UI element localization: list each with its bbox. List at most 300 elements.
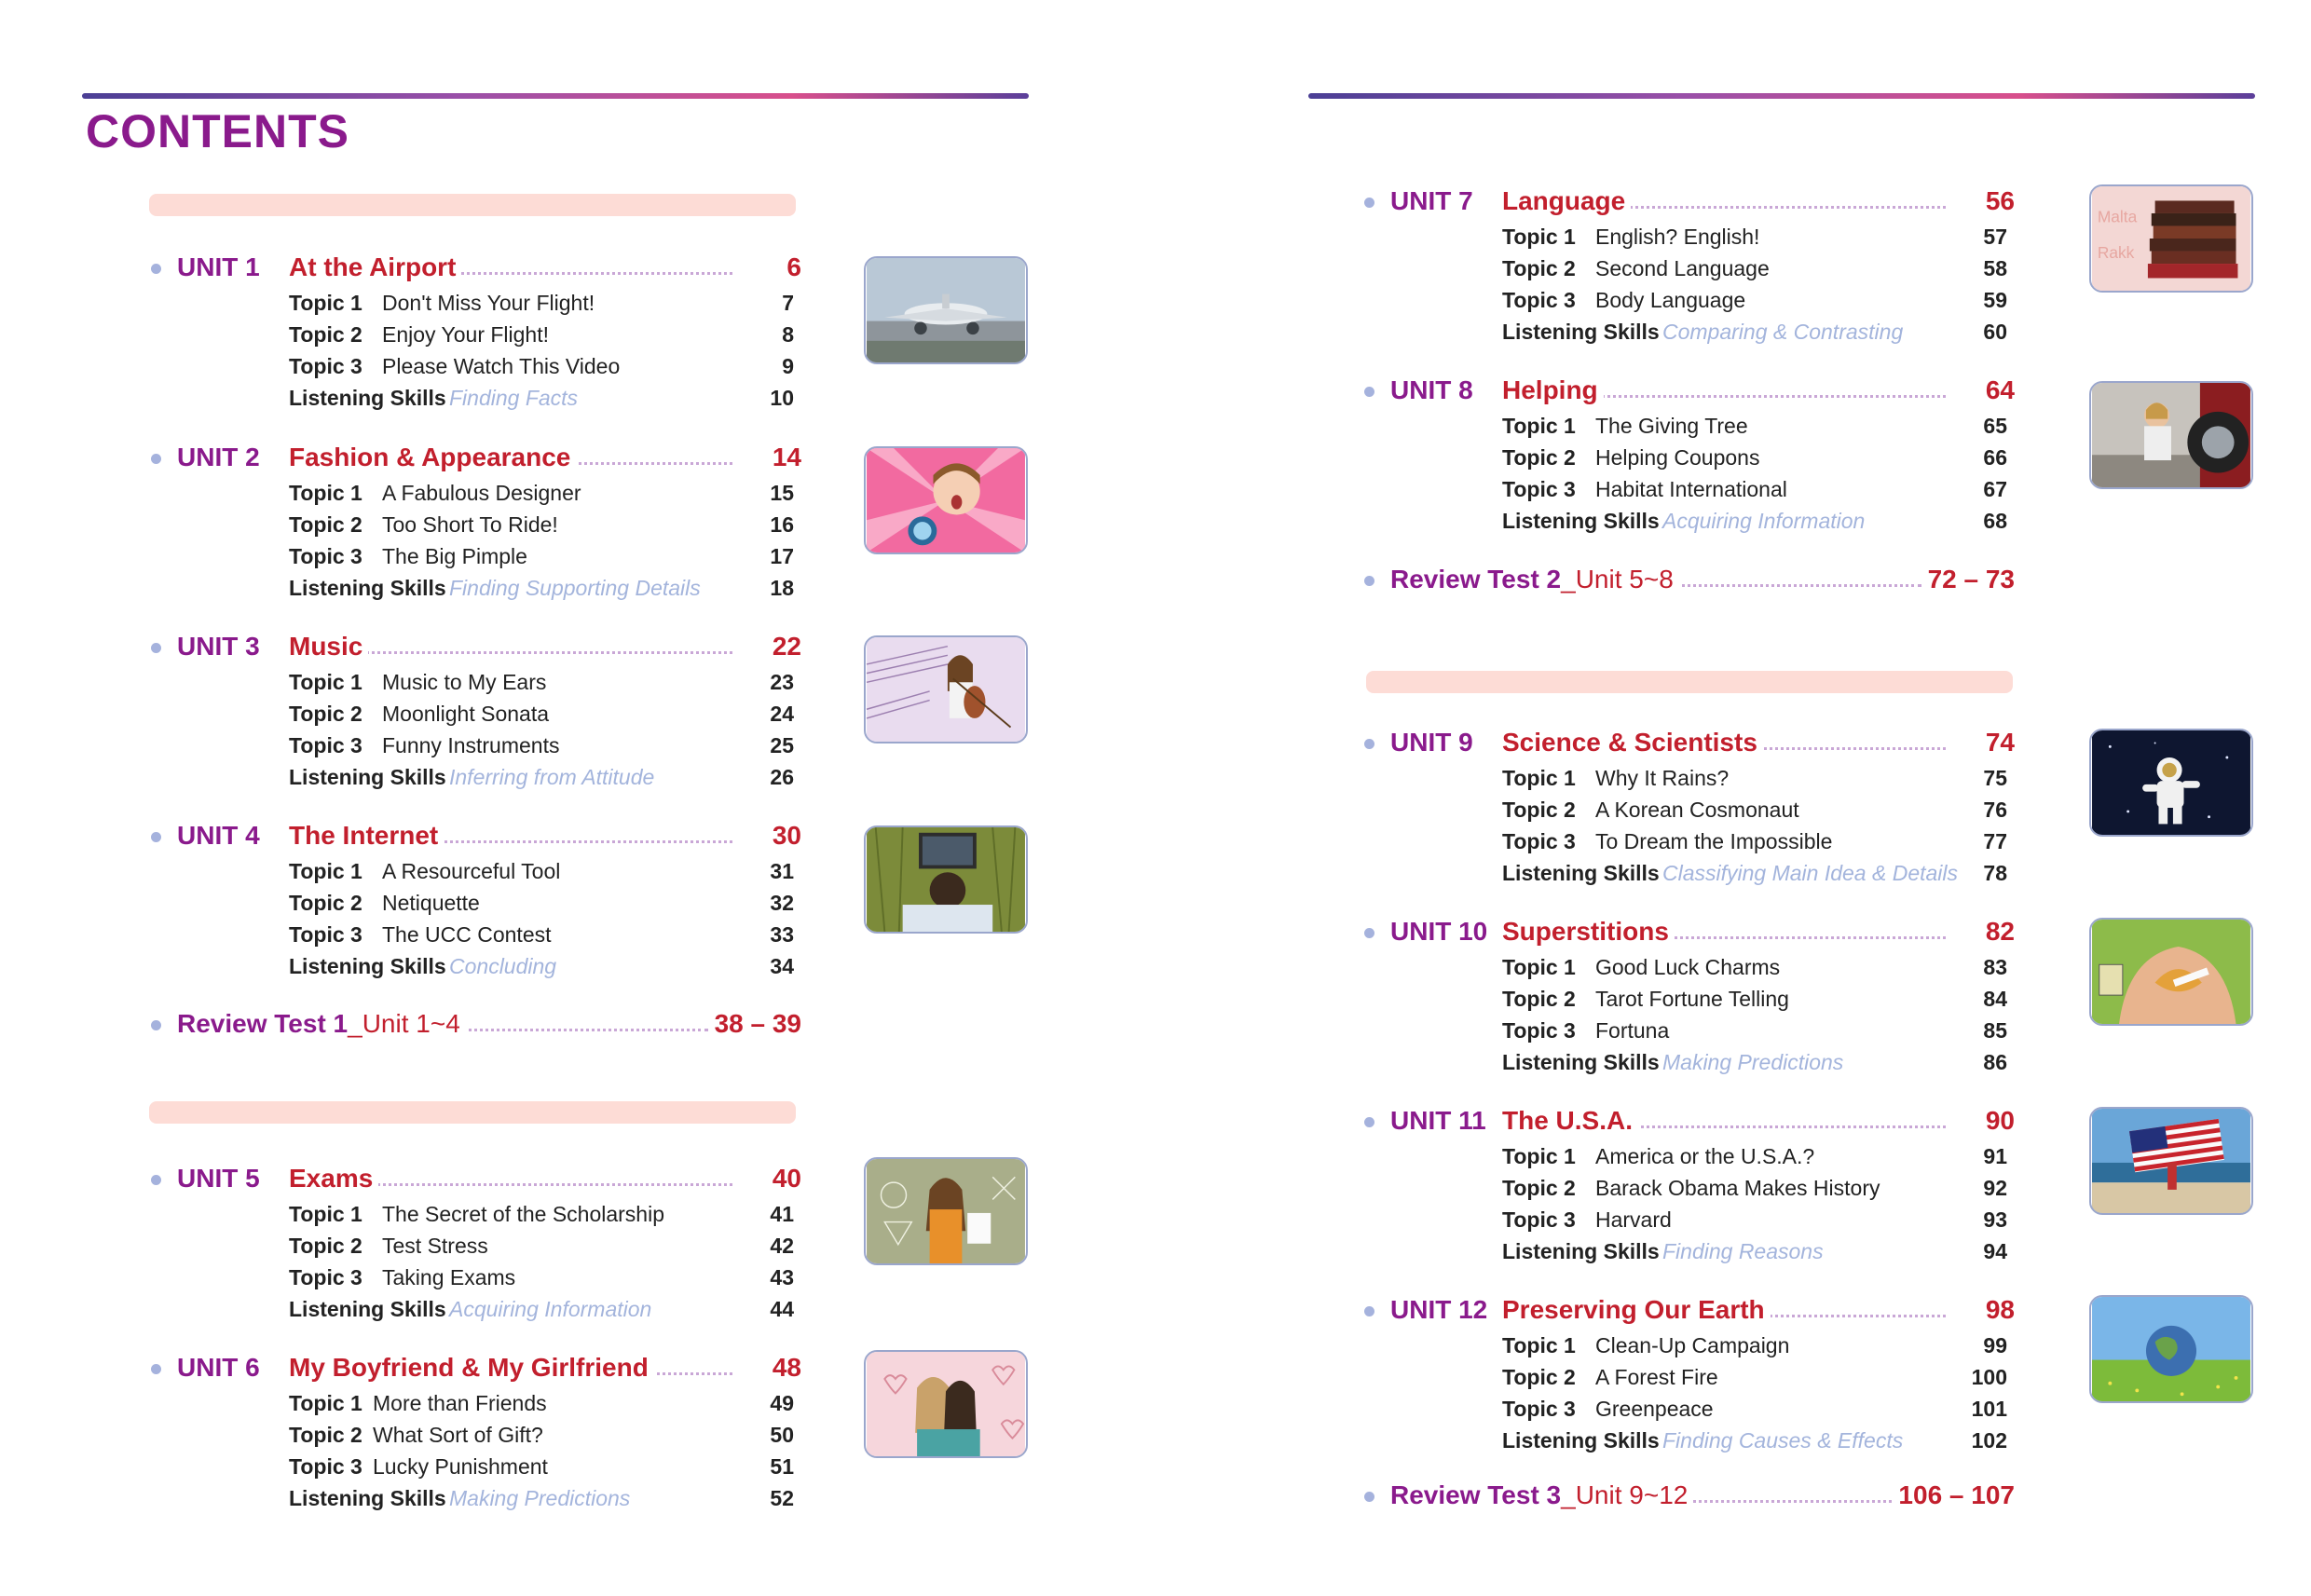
topic-label: Topic 3 xyxy=(289,544,362,568)
topic-title: Barack Obama Makes History xyxy=(1595,1176,1880,1200)
topic-page-number: 101 xyxy=(1971,1397,2007,1421)
topic-label: Topic 2 xyxy=(289,512,362,537)
topic-title: Harvard xyxy=(1595,1207,1672,1232)
topic-row[interactable] xyxy=(149,919,801,950)
unit-number: UNIT 5 xyxy=(177,1164,260,1193)
topic-label: Listening Skills xyxy=(289,954,446,978)
review-test-label xyxy=(1390,565,1679,594)
topic-row[interactable] xyxy=(1362,1235,2015,1267)
topic-row[interactable] xyxy=(1362,1172,2015,1204)
unit-heading[interactable] xyxy=(1362,184,2015,221)
unit-number: UNIT 9 xyxy=(1390,728,1473,757)
topic-label: Listening Skills xyxy=(1502,509,1660,533)
unit-page-number: 64 xyxy=(1980,375,2015,405)
topic-row[interactable] xyxy=(149,287,801,319)
unit-page-number: 48 xyxy=(767,1353,801,1383)
topic-label: Topic 1 xyxy=(1502,225,1576,249)
topic-row[interactable] xyxy=(149,1262,801,1293)
topic-row[interactable] xyxy=(149,1419,801,1451)
unit-block xyxy=(149,629,801,793)
girl-pimple-photo xyxy=(864,446,1028,554)
listening-skill-title: Finding Causes & Effects xyxy=(1662,1428,1904,1453)
unit-block xyxy=(1362,1103,2015,1267)
unit-title[interactable]: My Boyfriend & My Girlfriend xyxy=(289,1353,654,1383)
bullet-icon xyxy=(151,643,161,653)
topic-title: Moonlight Sonata xyxy=(382,702,550,726)
section-bar xyxy=(149,1101,796,1124)
topic-title: A Forest Fire xyxy=(1595,1365,1718,1389)
topic-page-number: 52 xyxy=(770,1486,794,1510)
unit-number: UNIT 10 xyxy=(1390,917,1488,946)
bullet-icon xyxy=(151,832,161,842)
fortune-cookie-photo xyxy=(2089,918,2253,1026)
topic-label: Topic 2 xyxy=(1502,987,1576,1011)
topic-page-number: 18 xyxy=(770,576,794,600)
topic-title: Lucky Punishment xyxy=(373,1454,548,1479)
topic-page-number: 17 xyxy=(770,544,794,568)
topic-title: A Korean Cosmonaut xyxy=(1595,798,1799,822)
topic-row[interactable] xyxy=(1362,1330,2015,1361)
section-bar xyxy=(1366,671,2013,693)
topic-page-number: 42 xyxy=(770,1234,794,1258)
topic-label: Topic 3 xyxy=(289,354,362,378)
unit-title[interactable]: Helping xyxy=(1502,375,1604,405)
topic-title: Second Language xyxy=(1595,256,1770,280)
unit-block xyxy=(1362,184,2015,348)
unit-block xyxy=(1362,1292,2015,1456)
top-rule xyxy=(82,93,1029,99)
bullet-icon xyxy=(1364,739,1374,749)
topic-page-number: 76 xyxy=(1983,798,2007,822)
topic-page-number: 67 xyxy=(1983,477,2007,501)
unit-page-number: 22 xyxy=(767,632,801,662)
listening-skill-title: Making Predictions xyxy=(449,1486,631,1510)
topic-label: Topic 3 xyxy=(289,733,362,757)
topic-page-number: 32 xyxy=(770,891,794,915)
topic-label: Topic 3 xyxy=(1502,829,1576,853)
unit-title[interactable]: Music xyxy=(289,632,368,662)
topic-row[interactable] xyxy=(149,887,801,919)
topic-row[interactable] xyxy=(1362,762,2015,794)
unit-number: UNIT 1 xyxy=(177,252,260,281)
topic-page-number: 85 xyxy=(1983,1018,2007,1043)
dot-leader xyxy=(1642,584,1921,587)
topic-row[interactable] xyxy=(1362,1140,2015,1172)
topic-row[interactable] xyxy=(1362,505,2015,537)
unit-title[interactable]: Exams xyxy=(289,1164,378,1194)
topic-row[interactable] xyxy=(149,761,801,793)
topic-row[interactable] xyxy=(149,1482,801,1514)
topic-label: Topic 2 xyxy=(289,1234,362,1258)
unit-block xyxy=(149,440,801,604)
topic-page-number: 83 xyxy=(1983,955,2007,979)
listening-skill-title: Acquiring Information xyxy=(1662,509,1866,533)
unit-block xyxy=(149,818,801,982)
topic-row[interactable] xyxy=(149,1451,801,1482)
bullet-icon xyxy=(1364,1117,1374,1127)
topic-row[interactable] xyxy=(1362,1046,2015,1078)
topic-label: Topic 3 xyxy=(289,922,362,947)
unit-heading[interactable] xyxy=(1362,373,2015,410)
topic-label: Topic 2 xyxy=(1502,798,1576,822)
topic-title: Tarot Fortune Telling xyxy=(1595,987,1789,1011)
topic-row[interactable] xyxy=(149,319,801,350)
topic-page-number: 58 xyxy=(1983,256,2007,280)
topic-title: A Fabulous Designer xyxy=(382,481,581,505)
listening-skill-title: Inferring from Attitude xyxy=(449,765,655,789)
topic-label: Topic 2 xyxy=(1502,256,1576,280)
unit-block xyxy=(149,1350,801,1514)
review-test-range: _Unit 1~4 xyxy=(348,1009,460,1038)
unit-block xyxy=(1362,914,2015,1078)
topic-label: Topic 1 xyxy=(1502,1333,1576,1357)
topic-label: Topic 1 xyxy=(289,670,362,694)
bullet-icon xyxy=(151,1175,161,1185)
topic-page-number: 66 xyxy=(1983,445,2007,470)
topic-page-number: 50 xyxy=(770,1423,794,1447)
topic-row[interactable] xyxy=(1362,284,2015,316)
topic-row[interactable] xyxy=(1362,1361,2015,1393)
unit-heading[interactable] xyxy=(1362,725,2015,762)
unit-page-number: 82 xyxy=(1980,917,2015,947)
topic-row[interactable] xyxy=(149,1293,801,1325)
bullet-icon xyxy=(1364,1306,1374,1316)
topic-row[interactable] xyxy=(149,1387,801,1419)
topic-row[interactable] xyxy=(149,572,801,604)
topic-row[interactable] xyxy=(149,540,801,572)
topic-label: Topic 2 xyxy=(289,891,362,915)
topic-title: English? English! xyxy=(1595,225,1760,249)
unit-title[interactable]: Superstitions xyxy=(1502,917,1675,947)
topic-title: Fortuna xyxy=(1595,1018,1670,1043)
topic-label: Topic 2 xyxy=(289,702,362,726)
airplane-photo xyxy=(864,256,1028,364)
unit-heading[interactable] xyxy=(149,1350,801,1387)
topic-row[interactable] xyxy=(149,509,801,540)
unit-page-number: 90 xyxy=(1980,1106,2015,1136)
listening-skill-title: Finding Facts xyxy=(449,386,579,410)
topic-title: The UCC Contest xyxy=(382,922,552,947)
unit-block xyxy=(1362,725,2015,889)
topic-title: Funny Instruments xyxy=(382,733,560,757)
listening-skill-title: Finding Supporting Details xyxy=(449,576,701,600)
topic-row[interactable] xyxy=(149,1198,801,1230)
bullet-icon xyxy=(151,1020,161,1030)
topic-label: Topic 1 xyxy=(289,291,362,315)
topic-row[interactable] xyxy=(149,855,801,887)
listening-skill-title: Classifying Main Idea & Details xyxy=(1662,861,1959,885)
us-flag-beach-photo xyxy=(2089,1107,2253,1215)
unit-title[interactable]: The U.S.A. xyxy=(1502,1106,1638,1136)
unit-title[interactable]: Fashion & Appearance xyxy=(289,443,576,472)
topic-label: Topic 1 xyxy=(289,1391,362,1415)
review-test-range: _Unit 5~8 xyxy=(1561,565,1674,593)
topic-row[interactable] xyxy=(1362,442,2015,473)
topic-title: The Secret of the Scholarship xyxy=(382,1202,664,1226)
topic-label: Topic 1 xyxy=(289,481,362,505)
topic-title: Body Language xyxy=(1595,288,1746,312)
topic-page-number: 34 xyxy=(770,954,794,978)
topic-page-number: 8 xyxy=(782,322,794,347)
unit-title[interactable]: At the Airport xyxy=(289,252,461,282)
review-test-pages: 72 – 73 xyxy=(1922,565,2015,594)
laptop-grass-photo xyxy=(864,825,1028,934)
astronaut-photo xyxy=(2089,729,2253,837)
topic-title: Good Luck Charms xyxy=(1595,955,1781,979)
review-test-entry[interactable] xyxy=(149,1006,801,1044)
unit-heading[interactable] xyxy=(149,818,801,855)
topic-label: Topic 1 xyxy=(1502,414,1576,438)
topic-page-number: 60 xyxy=(1983,320,2007,344)
unit-number: UNIT 6 xyxy=(177,1353,260,1382)
unit-heading[interactable] xyxy=(149,629,801,666)
top-rule xyxy=(1308,93,2255,99)
unit-number: UNIT 7 xyxy=(1390,186,1473,215)
review-test-label xyxy=(177,1009,466,1039)
language-books-photo xyxy=(2089,184,2253,293)
unit-page-number: 56 xyxy=(1980,186,2015,216)
topic-page-number: 93 xyxy=(1983,1207,2007,1232)
review-test-title: Review Test 3 xyxy=(1390,1480,1562,1509)
topic-label: Topic 2 xyxy=(289,1423,362,1447)
unit-page-number: 6 xyxy=(781,252,801,282)
topic-label: Topic 1 xyxy=(1502,1144,1576,1168)
topic-page-number: 41 xyxy=(770,1202,794,1226)
topic-title: Music to My Ears xyxy=(382,670,547,694)
bullet-icon xyxy=(1364,1492,1374,1502)
topic-label: Topic 2 xyxy=(1502,1176,1576,1200)
topic-row[interactable] xyxy=(1362,1393,2015,1425)
dot-leader xyxy=(429,1029,708,1031)
topic-row[interactable] xyxy=(1362,221,2015,252)
topic-label: Topic 2 xyxy=(289,322,362,347)
topic-page-number: 43 xyxy=(770,1265,794,1289)
violin-girl-photo xyxy=(864,635,1028,743)
bullet-icon xyxy=(1364,387,1374,397)
topic-label: Listening Skills xyxy=(1502,861,1660,885)
chalkboard-girl-photo xyxy=(864,1157,1028,1265)
topic-row[interactable] xyxy=(149,1230,801,1262)
topic-label: Topic 2 xyxy=(1502,445,1576,470)
topic-page-number: 9 xyxy=(782,354,794,378)
topic-label: Topic 3 xyxy=(1502,288,1576,312)
bullet-icon xyxy=(1364,928,1374,938)
topic-label: Listening Skills xyxy=(289,765,446,789)
topic-title: To Dream the Impossible xyxy=(1595,829,1833,853)
unit-number: UNIT 12 xyxy=(1390,1295,1488,1324)
topic-page-number: 23 xyxy=(770,670,794,694)
topic-title: The Big Pimple xyxy=(382,544,527,568)
topic-label: Listening Skills xyxy=(1502,1239,1660,1263)
unit-title[interactable]: Science & Scientists xyxy=(1502,728,1763,757)
topic-page-number: 16 xyxy=(770,512,794,537)
review-test-entry[interactable] xyxy=(1362,1478,2015,1515)
listening-skill-title: Comparing & Contrasting xyxy=(1662,320,1904,344)
topic-row[interactable] xyxy=(149,950,801,982)
topic-label: Listening Skills xyxy=(1502,1428,1660,1453)
review-test-entry[interactable] xyxy=(1362,562,2015,599)
topic-title: The Giving Tree xyxy=(1595,414,1748,438)
unit-block xyxy=(149,1161,801,1325)
review-test-label xyxy=(1390,1480,1693,1510)
topic-label: Topic 1 xyxy=(289,859,362,883)
topic-page-number: 65 xyxy=(1983,414,2007,438)
topic-row[interactable] xyxy=(149,382,801,414)
topic-title: Test Stress xyxy=(382,1234,488,1258)
bullet-icon xyxy=(1364,198,1374,208)
topic-row[interactable] xyxy=(1362,951,2015,983)
topic-page-number: 99 xyxy=(1983,1333,2007,1357)
topic-page-number: 84 xyxy=(1983,987,2007,1011)
unit-number: UNIT 8 xyxy=(1390,375,1473,404)
topic-page-number: 77 xyxy=(1983,829,2007,853)
topic-label: Topic 3 xyxy=(1502,1207,1576,1232)
topic-page-number: 86 xyxy=(1983,1050,2007,1074)
topic-label: Topic 3 xyxy=(1502,477,1576,501)
topic-page-number: 10 xyxy=(770,386,794,410)
unit-heading[interactable] xyxy=(1362,1292,2015,1330)
topic-page-number: 25 xyxy=(770,733,794,757)
topic-page-number: 49 xyxy=(770,1391,794,1415)
topic-title: Why It Rains? xyxy=(1595,766,1730,790)
unit-page-number: 14 xyxy=(767,443,801,472)
topic-label: Topic 3 xyxy=(289,1265,362,1289)
topic-title: Too Short To Ride! xyxy=(382,512,558,537)
topic-title: Taking Exams xyxy=(382,1265,516,1289)
unit-page-number: 40 xyxy=(767,1164,801,1194)
topic-row[interactable] xyxy=(1362,1015,2015,1046)
svg-text:Rakk: Rakk xyxy=(2097,243,2135,263)
section-bar xyxy=(149,194,796,216)
topic-label: Listening Skills xyxy=(289,386,446,410)
bullet-icon xyxy=(1364,576,1374,586)
topic-title: What Sort of Gift? xyxy=(373,1423,543,1447)
couple-hearts-photo xyxy=(864,1350,1028,1458)
unit-heading[interactable] xyxy=(1362,914,2015,951)
topic-row[interactable] xyxy=(1362,1425,2015,1456)
unit-title[interactable]: Language xyxy=(1502,186,1631,216)
topic-label: Listening Skills xyxy=(289,576,446,600)
unit-number: UNIT 4 xyxy=(177,821,260,850)
unit-block xyxy=(1362,373,2015,537)
topic-page-number: 33 xyxy=(770,922,794,947)
topic-title: Netiquette xyxy=(382,891,480,915)
unit-title[interactable]: The Internet xyxy=(289,821,444,851)
topic-title: Clean-Up Campaign xyxy=(1595,1333,1790,1357)
unit-number: UNIT 11 xyxy=(1390,1106,1486,1135)
topic-page-number: 78 xyxy=(1983,861,2007,885)
topic-page-number: 15 xyxy=(770,481,794,505)
topic-row[interactable] xyxy=(149,350,801,382)
topic-page-number: 92 xyxy=(1983,1176,2007,1200)
unit-number: UNIT 2 xyxy=(177,443,260,471)
topic-page-number: 102 xyxy=(1971,1428,2007,1453)
topic-title: More than Friends xyxy=(373,1391,547,1415)
topic-row[interactable] xyxy=(1362,825,2015,857)
svg-text:Malta: Malta xyxy=(2097,207,2138,226)
topic-row[interactable] xyxy=(149,666,801,698)
topic-label: Listening Skills xyxy=(289,1297,446,1321)
unit-heading[interactable] xyxy=(1362,1103,2015,1140)
topic-row[interactable] xyxy=(149,477,801,509)
topic-page-number: 91 xyxy=(1983,1144,2007,1168)
topic-page-number: 31 xyxy=(770,859,794,883)
unit-number: UNIT 3 xyxy=(177,632,260,661)
unit-block xyxy=(149,250,801,414)
listening-skill-title: Acquiring Information xyxy=(449,1297,652,1321)
topic-label: Topic 2 xyxy=(1502,1365,1576,1389)
topic-label: Topic 3 xyxy=(1502,1397,1576,1421)
review-test-pages: 106 – 107 xyxy=(1893,1480,2015,1510)
topic-row[interactable] xyxy=(1362,252,2015,284)
topic-row[interactable] xyxy=(149,698,801,730)
topic-row[interactable] xyxy=(1362,410,2015,442)
listening-skill-title: Making Predictions xyxy=(1662,1050,1844,1074)
topic-label: Topic 1 xyxy=(289,1202,362,1226)
topic-page-number: 75 xyxy=(1983,766,2007,790)
topic-page-number: 94 xyxy=(1983,1239,2007,1263)
topic-row[interactable] xyxy=(1362,857,2015,889)
topic-row[interactable] xyxy=(1362,316,2015,348)
topic-label: Listening Skills xyxy=(1502,1050,1660,1074)
topic-page-number: 26 xyxy=(770,765,794,789)
topic-row[interactable] xyxy=(1362,1204,2015,1235)
topic-row[interactable] xyxy=(1362,794,2015,825)
unit-page-number: 30 xyxy=(767,821,801,851)
topic-title: Don't Miss Your Flight! xyxy=(382,291,595,315)
topic-page-number: 7 xyxy=(782,291,794,315)
unit-page-number: 98 xyxy=(1980,1295,2015,1325)
topic-title: A Resourceful Tool xyxy=(382,859,561,883)
topic-page-number: 24 xyxy=(770,702,794,726)
topic-row[interactable] xyxy=(149,730,801,761)
unit-title[interactable]: Preserving Our Earth xyxy=(1502,1295,1771,1325)
review-test-pages: 38 – 39 xyxy=(709,1009,801,1039)
topic-label: Topic 3 xyxy=(1502,1018,1576,1043)
topic-row[interactable] xyxy=(1362,983,2015,1015)
right-page xyxy=(1156,0,2311,1596)
review-test-title: Review Test 2 xyxy=(1390,565,1562,593)
unit-heading[interactable] xyxy=(149,440,801,477)
review-test-range: _Unit 9~12 xyxy=(1561,1480,1689,1509)
topic-label: Listening Skills xyxy=(1502,320,1660,344)
topic-label: Topic 1 xyxy=(1502,766,1576,790)
topic-page-number: 68 xyxy=(1983,509,2007,533)
unit-heading[interactable] xyxy=(149,250,801,287)
earth-field-photo xyxy=(2089,1295,2253,1403)
topic-title: Greenpeace xyxy=(1595,1397,1714,1421)
bullet-icon xyxy=(151,264,161,274)
unit-heading[interactable] xyxy=(149,1161,801,1198)
topic-page-number: 51 xyxy=(770,1454,794,1479)
topic-page-number: 44 xyxy=(770,1297,794,1321)
listening-skill-title: Concluding xyxy=(449,954,557,978)
topic-row[interactable] xyxy=(1362,473,2015,505)
topic-title: Enjoy Your Flight! xyxy=(382,322,550,347)
bullet-icon xyxy=(151,1364,161,1374)
review-test-title: Review Test 1 xyxy=(177,1009,349,1038)
topic-title: Helping Coupons xyxy=(1595,445,1760,470)
topic-label: Topic 1 xyxy=(1502,955,1576,979)
topic-title: America or the U.S.A.? xyxy=(1595,1144,1815,1168)
unit-page-number: 74 xyxy=(1980,728,2015,757)
bullet-icon xyxy=(151,454,161,464)
topic-title: Please Watch This Video xyxy=(382,354,621,378)
topic-label: Listening Skills xyxy=(289,1486,446,1510)
topic-page-number: 100 xyxy=(1971,1365,2007,1389)
topic-page-number: 57 xyxy=(1983,225,2007,249)
listening-skill-title: Finding Reasons xyxy=(1662,1239,1824,1263)
